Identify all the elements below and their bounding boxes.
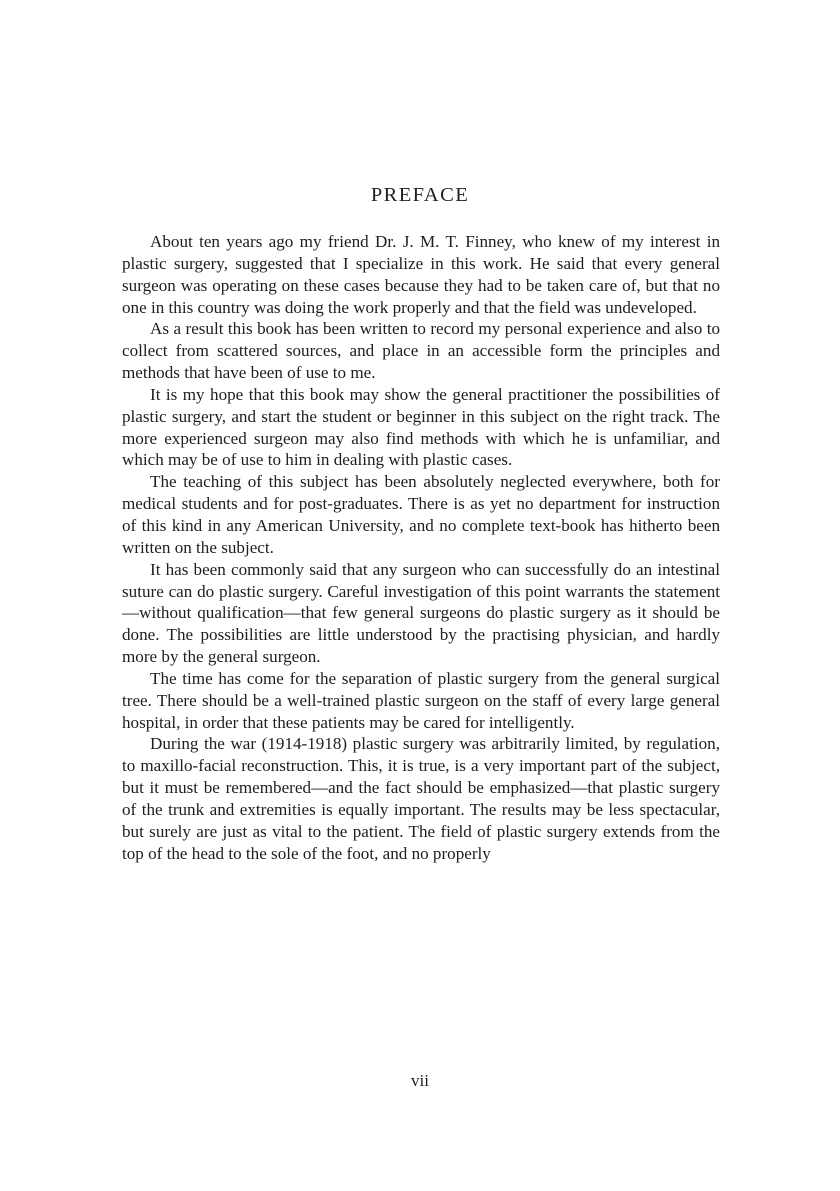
- page-number: vii: [411, 1071, 429, 1090]
- paragraph: It has been commonly said that any surgeon who can successfully do an intestinal suture can do plastic surgery. Careful investigation of this point warrants the statement—without qualification—that few general surgeons do plastic surgery as it should be done. The possibilities are little understood by the practising physician, and hardly more by the general surgeon.: [122, 559, 720, 667]
- paragraph: The teaching of this subject has been absolutely neglected everywhere, both for medical students and for post-graduates. There is as yet no department for instruction of this kind in any American University, and no complete text-book has hitherto been written on the subject.: [122, 472, 720, 557]
- paragraph: During the war (1914-1918) plastic surgery was arbitrarily limited, by regulation, to maxillo-facial reconstruction. This, it is true, is a very important part of the subject, but it must be remembered—and the fact should be emphasized—that plastic surgery of the trunk and extremities is equally important. The results may be less spectacular, but surely are just as vital to the patient. The field of plastic surgery extends from the top of the head to the sole of the foot, and no properly: [122, 734, 720, 863]
- paragraph: It is my hope that this book may show the general practitioner the possibilities of plastic surgery, and start the student or beginner in this subject on the right track. The more experienced surgeon may also find methods with which he is unfamiliar, and which may be of use to him in dealing with plastic cases.: [122, 384, 720, 470]
- preface-body: [122, 231, 720, 864]
- paragraph: The time has come for the separation of plastic surgery from the general surgical tree. There should be a well-trained plastic surgeon on the staff of every large general hospital, in order that these patients may be cared for intelligently.: [122, 668, 720, 732]
- paragraph: As a result this book has been written to record my personal experience and also to collect from scattered sources, and place in an accessible form the principles and methods that have been of use to me.: [122, 319, 720, 383]
- paragraph: About ten years ago my friend Dr. J. M. T. Finney, who knew of my interest in plastic surgery, suggested that I specialize in this work. He said that every general surgeon was operating on these cases because they had to be taken care of, but that no one in this country was doing the work properly and that the field was undeveloped.: [122, 232, 720, 317]
- page-title: PREFACE: [370, 184, 470, 206]
